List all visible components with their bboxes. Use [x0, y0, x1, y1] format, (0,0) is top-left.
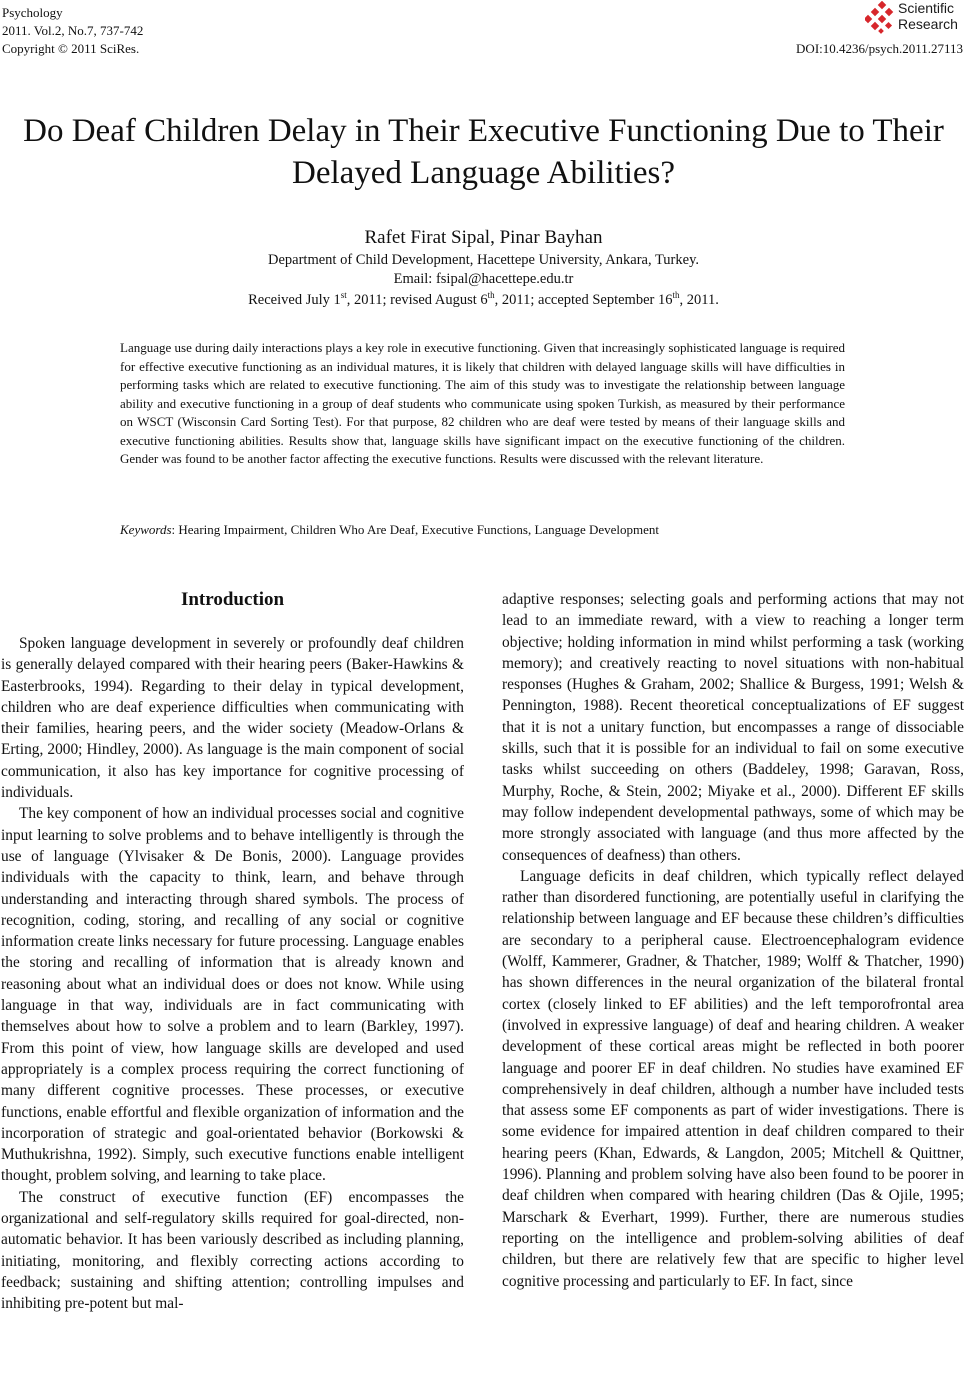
date-suffix: st — [340, 290, 347, 301]
paragraph: Language deficits in deaf children, which typically reflect delayed rather than disordered functioning, are potentially useful in clarifying the relationship between language and EF because these children’s difficulties are secondary to a peripheral cause. Electroencephalogram evidence (Wolff, Kammerer, Gradner, & Thatcher, 1989; Wolff & Thatcher, 1990) has shown differences in the neural organization of the bilateral frontal cortex (closely linked to EF abilities) and the left temporofrontal area (involved in expressive language) of deaf and hearing children. A weaker development of these cortical areas might be reflected in both poorer language and poorer EF in deaf children. No studies have examined EF comprehensively in deaf children, although a number have included tests that assess some EF components as part of wider investigations. There is some evidence for impaired attention in deaf children compared to their hearing peers (Khan, Edwards, & Langdon, 2005; Mitchell & Quittner, 1996). Planning and problem solving have also been found to be poorer in deaf children when compared with hearing children (Das & Ojile, 1995; Marschark & Everhart, 1999). Further, there are numerous studies reporting on the intelligence and problem-solving abilities of deaf children, but there are relatively few that are specific to higher level cognitive processing and particularly to EF. In fact, since — [502, 867, 964, 1290]
date-text: , 2011. — [679, 292, 719, 308]
date-text: , 2011; accepted September 16 — [494, 292, 673, 308]
logo-mark-icon — [865, 1, 899, 35]
keywords-list: : Hearing Impairment, Children Who Are Deaf, Executive Functions, Language Development — [171, 522, 660, 537]
keywords-label: Keywords — [120, 522, 172, 537]
abstract: Language use during daily interactions plays a key role in executive functioning. Given that increasingly sophisticated language is required for effective executive functioning as an individual matures, it is likely that children with delayed language skills will have difficulties in performing tasks which are related to executive functioning. The aim of this study was to investigate the relationship between language ability and executive functioning in a group of deaf students who communicate using spoken Turkish, as measured by their performance on WSCT (Wisconsin Card Sorting Test). For that purpose, 82 children who are deaf were tested by means of their language skills and executive functioning abilities. Results show that, language skills have significant impact on the executive functioning of the children. Gender was found to be another factor affecting the executive functions. Results were discussed with the relevant literature. — [120, 340, 845, 466]
logo-text-scientific: Scientific — [898, 0, 955, 16]
logo-text-research: Research — [898, 16, 958, 32]
section-heading-introduction: Introduction — [180, 589, 285, 610]
date-suffix: th — [672, 290, 680, 301]
right-column — [502, 589, 964, 1292]
running-header — [2, 4, 143, 58]
date-text: Received July 1 — [248, 292, 341, 308]
paragraph: Spoken language development in severely or profoundly deaf children is generally delayed compared with their hearing peers (Baker-Hawkins & Easterbrooks, 1994). Regarding to their delay in typical development, children who are deaf experience difficulties when communicating with their families, hearing peers, and the wider society (Meadow-Orlans & Erting, 2000; Hindley, 2000). As language is the main component of social communication, it also has key importance for cognitive processing of individuals. — [1, 635, 464, 802]
copyright-line: Copyright © 2011 SciRes. — [2, 41, 140, 56]
received-dates — [0, 291, 967, 310]
date-suffix: th — [487, 290, 495, 301]
affiliation: Department of Child Development, Hacettepe University, Ankara, Turkey. — [268, 252, 699, 268]
journal-name: Psychology — [2, 5, 63, 20]
keywords — [120, 521, 845, 539]
paragraph: The construct of executive function (EF) encompasses the organizational and self-regulatory skills required for goal-directed, non-automatic behavior. It has been variously described as including planning, initiating, monitoring, and flexibly correcting actions according to feedback; sustaining and shifting attention; controlling impulses and inhibiting pre-potent but mal- — [1, 1188, 464, 1313]
email: Email: fsipal@hacettepe.edu.tr — [393, 271, 574, 287]
left-column — [1, 587, 464, 1315]
paragraph: adaptive responses; selecting goals and performing actions that may not lead to an immediate reward, with a view to reaching a longer term objective; holding information in mind whilst performing a task (working memory); and creatively reacting to novel situations with non-habitual responses (Hughes & Graham, 2002; Shallice & Burgess, 1991; Welsh & Pennington, 1988). Recent theoretical conceptualizations of EF suggest that it is not a unitary function, but encompasses a range of dissociable skills, such that it is possible for an individual to fail on some executive tasks whilst succeeding on others (Baddeley, 1998; Garavan, Ross, Murphy, Roche, & Stein, 2002; Miyake et al., 2000). Different EF skills may follow independent developmental pathways, some of which may be more strongly associated with language (and thus more affected by the consequences of deafness) than others. — [502, 591, 964, 864]
date-text: , 2011; revised August 6 — [346, 292, 488, 308]
paper-title: Do Deaf Children Delay in Their Executive Functioning Due to Their Delayed Language Abilities? — [23, 113, 944, 191]
author-list: Rafet Firat Sipal, Pinar Bayhan — [364, 227, 603, 248]
journal-volume: 2011. Vol.2, No.7, 737-742 — [2, 23, 144, 38]
affiliation-block — [0, 251, 967, 310]
doi-label: DOI:10.4236/psych.2011.27113 — [796, 41, 963, 56]
paragraph: The key component of how an individual processes social and cognitive input learning to solve problems and to behave intelligently is through the use of language (Ylvisaker & De Bonis, 2000). Language provides individuals with the capacity to think, learn, and behave through understanding and interacting through shared symbols. The process of recognition, coding, storing, and recalling of any social or cognitive information create links necessary for future processing. Language enables the storing and recalling of information that is already known and reasoning about what an individual does or does not know. While using language in that way, individuals are in fact communicating with themselves about how to solve a problem and to learn (Barkley, 1997). From this point of view, how language skills are developed and used appropriately is a complex process requiring the correct functioning of many different cognitive processes. These processes, or executive functions, enable effortful and flexible organization of information and the incorporation of strategic and goal-orientated behavior (Borkowski & Muthukrishna, 1992). Simply, such executive functions enable intelligent thought, problem solving, and learning to take place. — [1, 805, 464, 1185]
publisher-logo — [865, 0, 965, 36]
